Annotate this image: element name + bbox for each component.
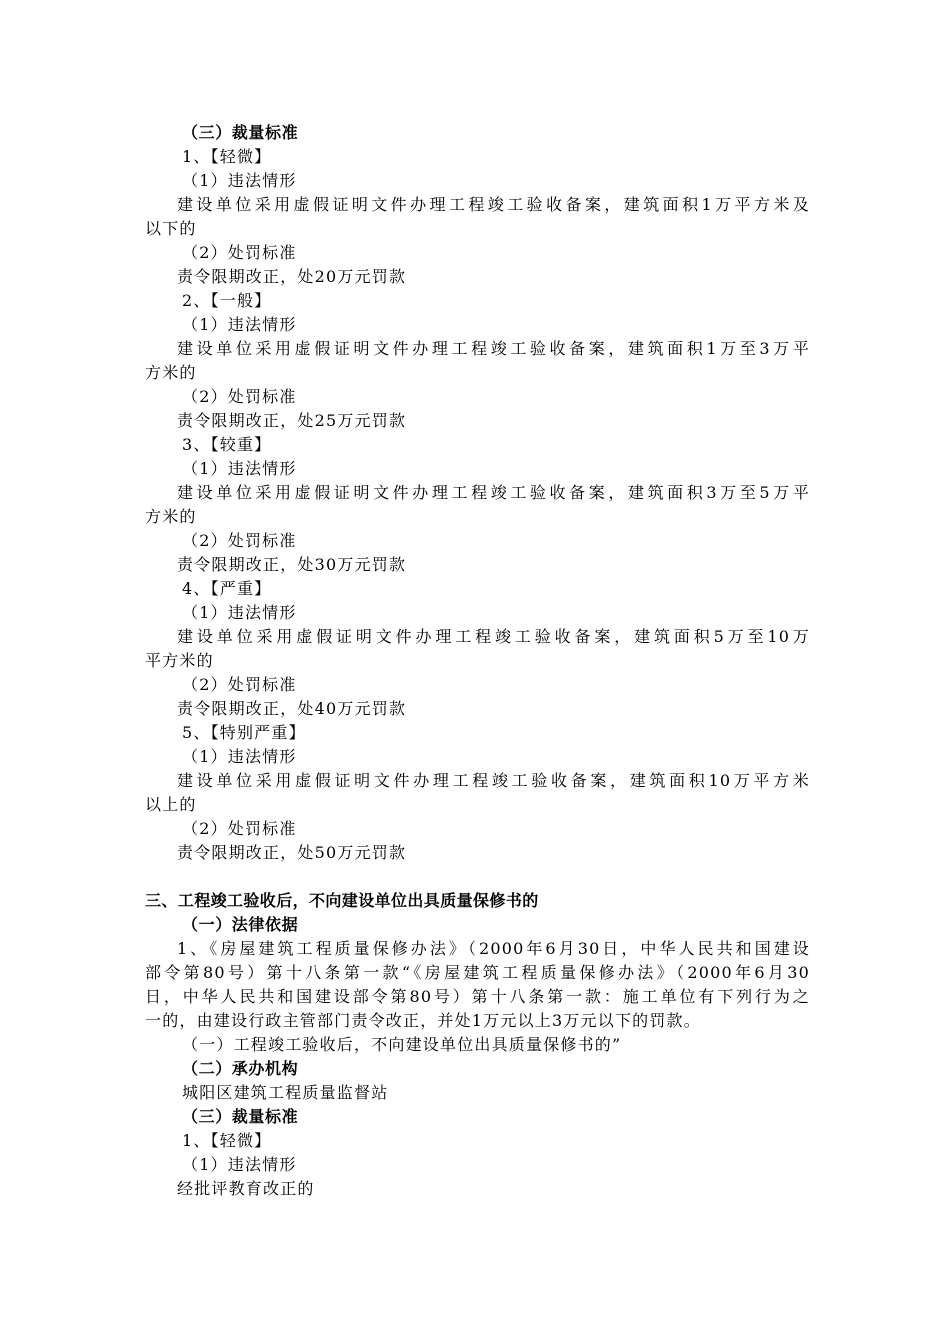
agency-text: 城阳区建筑工程质量监督站 <box>182 1083 389 1102</box>
situation-label: （1）违法情形 <box>182 315 297 334</box>
penalty-label: （2）处罚标准 <box>182 819 297 838</box>
situation-text: 建设单位采用虚假证明文件办理工程竣工验收备案，建筑面积5万至10万 <box>177 627 810 646</box>
section-heading: （三）裁量标准 <box>182 1107 299 1126</box>
basis-text: 1、《房屋建筑工程质量保修办法》（2000年6月30日，中华人民共和国建设 <box>177 939 810 958</box>
penalty-text: 责令限期改正，处25万元罚款 <box>177 411 407 430</box>
situation-text: 建设单位采用虚假证明文件办理工程竣工验收备案，建筑面积3万至5万平 <box>177 483 810 502</box>
penalty-text: 责令限期改正，处40万元罚款 <box>177 699 407 718</box>
penalty-text: 责令限期改正，处20万元罚款 <box>177 267 407 286</box>
situation-label: （1）违法情形 <box>182 603 297 622</box>
situation-text-cont: 以上的 <box>145 795 197 814</box>
section-heading: （二）承办机构 <box>182 1059 299 1078</box>
situation-text-cont: 方米的 <box>145 363 197 382</box>
level-title: 4、【严重】 <box>182 579 272 598</box>
section-heading: （三）裁量标准 <box>182 123 299 142</box>
spacer <box>145 865 810 889</box>
basis-text-cont: 日，中华人民共和国建设部令第80号）第十八条第一款：施工单位有下列行为之 <box>145 987 810 1006</box>
document-body <box>145 121 810 1201</box>
situation-text: 经批评教育改正的 <box>177 1179 315 1198</box>
situation-text: 建设单位采用虚假证明文件办理工程竣工验收备案，建筑面积10万平方米 <box>177 771 810 790</box>
penalty-label: （2）处罚标准 <box>182 243 297 262</box>
penalty-label: （2）处罚标准 <box>182 675 297 694</box>
situation-label: （1）违法情形 <box>182 1155 297 1174</box>
situation-text: 建设单位采用虚假证明文件办理工程竣工验收备案，建筑面积1万至3万平 <box>177 339 810 358</box>
penalty-text: 责令限期改正，处30万元罚款 <box>177 555 407 574</box>
situation-text-cont: 方米的 <box>145 507 197 526</box>
basis-text-cont: 一的，由建设行政主管部门责令改正，并处1万元以上3万元以下的罚款。 <box>145 1011 701 1030</box>
situation-label: （1）违法情形 <box>182 747 297 766</box>
chapter-title: 三、工程竣工验收后，不向建设单位出具质量保修书的 <box>145 891 539 910</box>
level-title: 3、【较重】 <box>182 435 272 454</box>
level-title: 1、【轻微】 <box>182 1131 272 1150</box>
section-heading: （一）法律依据 <box>182 915 299 934</box>
penalty-label: （2）处罚标准 <box>182 387 297 406</box>
situation-label: （1）违法情形 <box>182 459 297 478</box>
level-title: 1、【轻微】 <box>182 147 272 166</box>
level-title: 2、【一般】 <box>182 291 272 310</box>
situation-text-cont: 平方米的 <box>145 651 214 670</box>
basis-text-cont: 部令第80号）第十八条第一款“《房屋建筑工程质量保修办法》（2000年6月30 <box>145 963 810 982</box>
situation-text-cont: 以下的 <box>145 219 197 238</box>
basis-text-clause: （一）工程竣工验收后，不向建设单位出具质量保修书的” <box>182 1035 622 1054</box>
situation-label: （1）违法情形 <box>182 171 297 190</box>
penalty-label: （2）处罚标准 <box>182 531 297 550</box>
situation-text: 建设单位采用虚假证明文件办理工程竣工验收备案，建筑面积1万平方米及 <box>177 195 810 214</box>
penalty-text: 责令限期改正，处50万元罚款 <box>177 843 407 862</box>
level-title: 5、【特别严重】 <box>182 723 306 742</box>
